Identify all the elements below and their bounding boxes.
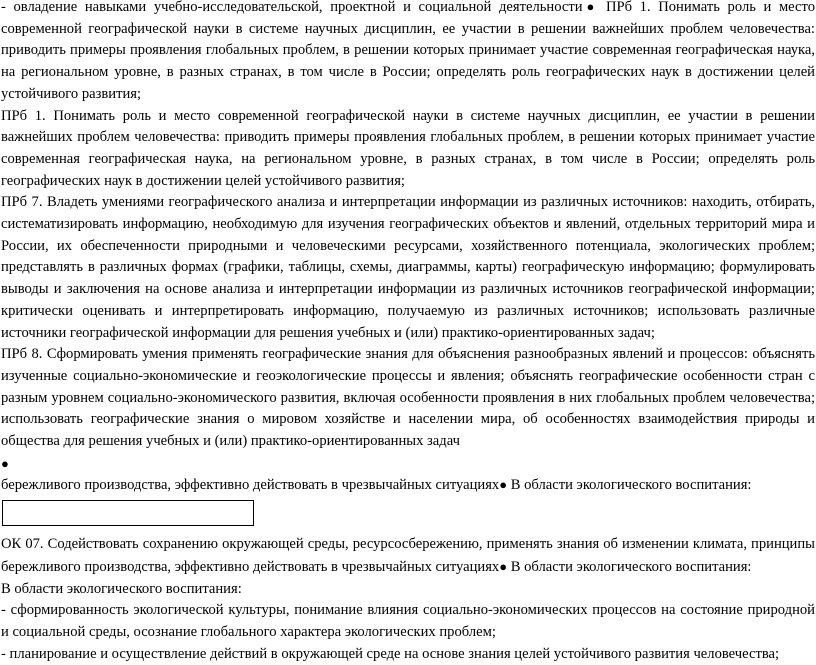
lone-bullet-line: [1, 453, 815, 475]
paragraph-research-skills: [1, 0, 815, 106]
paragraph-prb7: ПРб 7. Владеть умениями географического анализа и интерпретации информации из различных источников: находить, отбирать, систематизировать информацию, необходимую для изучения географических объектов и явлений, отдельных территорий мира и России, их обеспеченности природными и человеческими ресурсами, хозяйственного потенциала, экологических проблем; представлять в различных формах (графики, таблицы, схемы, диаграммы, карты) географическую информацию; формулировать выводы и заключения на основе анализа и интерпретации информации из различных источников географической информации; критически оценивать и интерпретировать информацию, получаемую из различных источников; использовать различные источники географической информации для решения учебных и (или) практико-ориентированных задач;: [1, 194, 815, 341]
paragraph-ecology-heading: В области экологического воспитания:: [1, 580, 242, 597]
ok07-text: ОК 07. Содействовать сохранению окружающей среды, ресурсосбережению, применять знания об изменении климата, принципы бережливого производства, эффективно действовать в чрезвычайных ситуациях: [1, 536, 815, 575]
bullet-icon: ●: [582, 0, 599, 14]
lean-production-text: бережливого производства, эффективно действовать в чрезвычайных ситуациях: [1, 477, 500, 494]
ecology-heading-inline: В области экологического воспитания:: [507, 477, 752, 494]
paragraph-sustainable-planning: - планирование и осуществление действий в окружающей среде на основе знания целей устойчивого развития человечества;: [1, 645, 780, 662]
paragraph-prb8: ПРб 8. Сформировать умения применять географические знания для объяснения разнообразных явлений и процессов: объяснять изученные социально-экономические и геоэкологические процессы и явления; объяснять географические особенности стран с разным уровнем социально-экономического развития, включая особенности проявления в них глобальных проблем человечества; использовать географические знания о мировом хозяйстве и населении мира, об особенностях взаимодействия природы и общества для решения учебных и (или) практико-ориентированных задач: [1, 346, 815, 450]
paragraph-prb1: ПРб 1. Понимать роль и место современной географической науки в системе научных дисциплин, ее участии в решении важнейших проблем человечества: приводить примеры проявления глобальных проблем, в решении которых принимает участие современная географическая наука, на региональном уровне, в разных странах, в том числе в России; определять роль географических наук в достижении целей устойчивого развития;: [1, 107, 815, 189]
document-body: [1, 0, 815, 665]
empty-frame: [2, 500, 254, 526]
bullet-icon: ●: [499, 477, 508, 493]
bullet-icon: ●: [499, 558, 508, 574]
prb1-inline-text: ПРб 1. Понимать роль и место современной географической науки в системе научных дисциплин, ее участии в решении важнейших проблем человечества: приводить примеры проявления глобальных проблем, в решении которых принимает участие современная географическая наука, на региональном уровне, в разных странах, в том числе в России; определять роль географических наук в достижении целей устойчивого развития;: [1, 0, 815, 102]
bullet-icon: ●: [1, 455, 9, 471]
ecology-heading-inline-2: В области экологического воспитания:: [507, 558, 752, 575]
paragraph-lean-production: [1, 474, 815, 497]
paragraph-ecological-culture: - сформированность экологической культуры, понимание влияния социально-экономических процессов на состояние природной и социальной среды, осознание глобального характера экологических проблем;: [1, 602, 815, 640]
research-skills-text: - овладение навыками учебно-исследовательской, проектной и социальной деятельности: [1, 0, 583, 15]
paragraph-ok07: [1, 534, 815, 578]
